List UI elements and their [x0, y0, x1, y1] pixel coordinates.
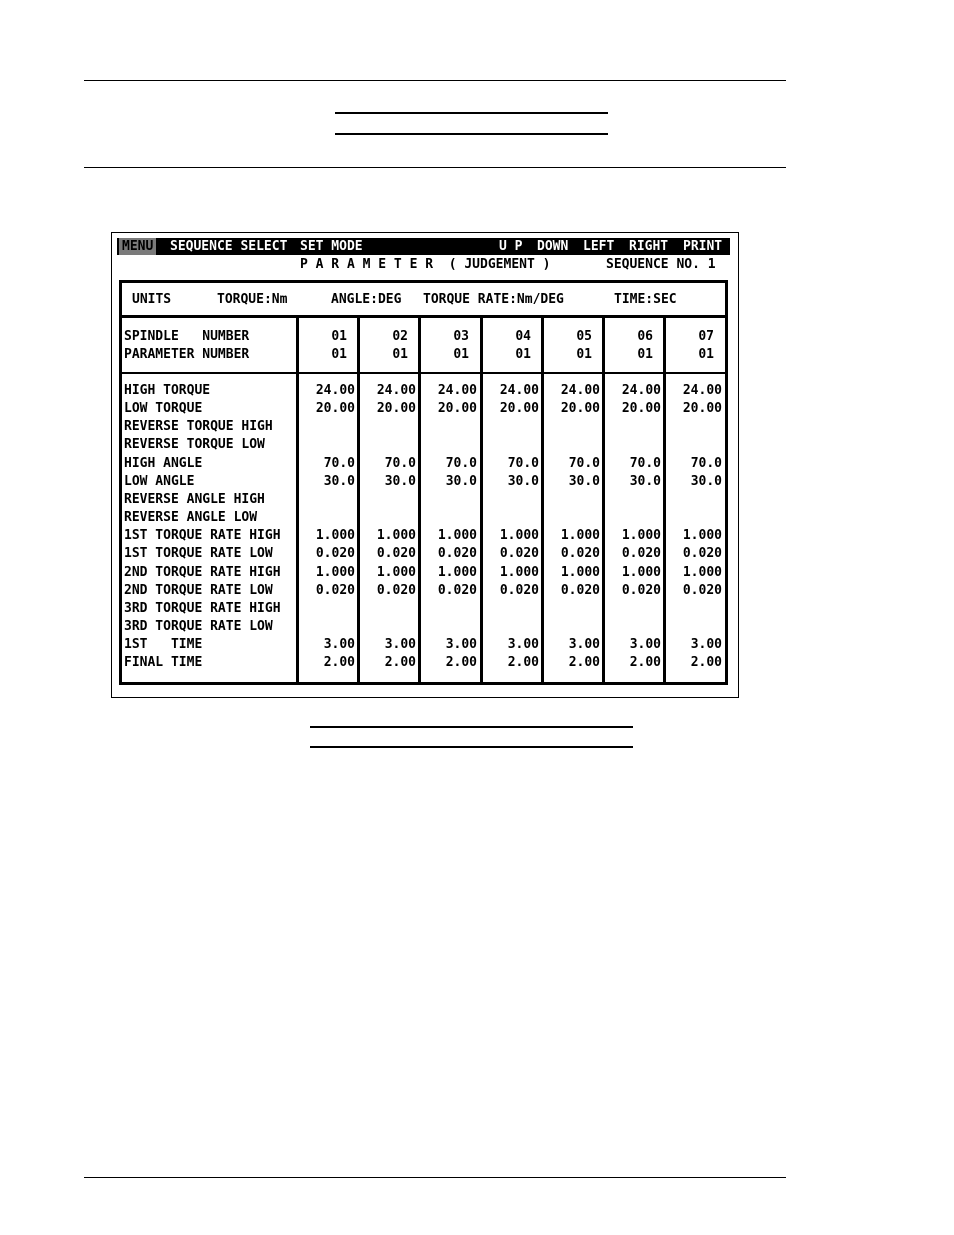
units-torque-rate: TORQUE RATE:Nm/DEG: [423, 292, 564, 307]
value-cell[interactable]: 0.020: [315, 546, 355, 562]
spindle-number-cell: 06: [637, 329, 653, 344]
row-label: REVERSE TORQUE HIGH: [124, 419, 273, 435]
spindle-number-cell: 01: [331, 329, 347, 344]
value-cell[interactable]: 70.0: [568, 455, 600, 471]
value-cell[interactable]: 30.0: [445, 473, 477, 489]
value-cell[interactable]: 0.020: [376, 582, 416, 598]
value-cell[interactable]: 3.00: [384, 637, 416, 653]
units-torque: TORQUE:Nm: [217, 292, 288, 307]
value-cell[interactable]: 70.0: [629, 455, 661, 471]
value-cell[interactable]: 24.00: [560, 383, 600, 398]
spindle-number-cell: 04: [515, 329, 531, 344]
units-divider: [122, 315, 725, 318]
value-cell[interactable]: 0.020: [315, 582, 355, 598]
row-label: 1ST TIME: [124, 637, 203, 653]
row-label: REVERSE ANGLE LOW: [124, 510, 258, 526]
value-cell[interactable]: 3.00: [568, 637, 600, 653]
spindle-number-cell: 07: [698, 329, 714, 344]
screen-title: P A R A M E T E R ( JUDGEMENT ): [300, 257, 551, 272]
value-cell[interactable]: 0.020: [437, 582, 477, 598]
value-cell[interactable]: 1.000: [376, 564, 416, 580]
column-divider: [296, 318, 299, 682]
value-cell[interactable]: 30.0: [507, 473, 539, 489]
value-cell[interactable]: 1.000: [499, 528, 539, 544]
value-cell[interactable]: 70.0: [690, 455, 722, 471]
column-divider: [480, 318, 483, 682]
value-cell[interactable]: 2.00: [323, 655, 355, 671]
row-label: REVERSE ANGLE HIGH: [124, 491, 265, 507]
units-label: UNITS: [132, 292, 172, 307]
value-cell[interactable]: 0.020: [560, 582, 600, 598]
value-cell[interactable]: 2.00: [568, 655, 600, 671]
value-cell[interactable]: 1.000: [437, 528, 477, 544]
value-cell[interactable]: 20.00: [315, 401, 355, 417]
value-cell[interactable]: 24.00: [682, 383, 722, 398]
caption-rule-upper: [310, 726, 633, 728]
value-cell[interactable]: 30.0: [629, 473, 661, 489]
value-cell[interactable]: 0.020: [621, 546, 661, 562]
value-cell[interactable]: 1.000: [315, 564, 355, 580]
parameter-number-cell: 01: [576, 347, 592, 362]
value-cell[interactable]: 3.00: [690, 637, 722, 653]
value-cell[interactable]: 30.0: [323, 473, 355, 489]
caption-rule-lower: [310, 746, 633, 748]
value-cell[interactable]: 3.00: [445, 637, 477, 653]
row-label: REVERSE TORQUE LOW: [124, 437, 265, 453]
spindle-number-cell: 02: [392, 329, 408, 344]
row-label: 2ND TORQUE RATE HIGH: [124, 564, 281, 580]
row-label: 3RD TORQUE RATE HIGH: [124, 600, 281, 616]
value-cell[interactable]: 30.0: [690, 473, 722, 489]
value-cell[interactable]: 3.00: [323, 637, 355, 653]
row-label: 3RD TORQUE RATE LOW: [124, 618, 273, 634]
parameter-number-label: PARAMETER NUMBER: [124, 347, 250, 362]
value-cell[interactable]: 20.00: [499, 401, 539, 417]
row-label: LOW ANGLE: [124, 473, 195, 489]
row-label: LOW TORQUE: [124, 401, 203, 417]
parameter-number-cell: 01: [392, 347, 408, 362]
value-cell[interactable]: 1.000: [621, 564, 661, 580]
column-divider: [663, 318, 666, 682]
value-cell[interactable]: 1.000: [499, 564, 539, 580]
row-label: 2ND TORQUE RATE LOW: [124, 582, 273, 598]
value-cell[interactable]: 24.00: [437, 383, 477, 398]
menu-item-print[interactable]: PRINT: [683, 239, 723, 254]
value-cell[interactable]: 2.00: [384, 655, 416, 671]
value-cell[interactable]: 30.0: [384, 473, 416, 489]
parameter-number-cell: 01: [453, 347, 469, 362]
menu-item-sequence-select[interactable]: SEQUENCE SELECT: [170, 239, 288, 254]
value-cell[interactable]: 0.020: [682, 546, 722, 562]
heading-rule-upper: [335, 112, 608, 114]
value-cell[interactable]: 1.000: [376, 528, 416, 544]
value-cell[interactable]: 2.00: [629, 655, 661, 671]
value-cell[interactable]: 1.000: [682, 528, 722, 544]
spindle-number-cell: 05: [576, 329, 592, 344]
value-cell[interactable]: 1.000: [560, 528, 600, 544]
parameter-number-cell: 01: [637, 347, 653, 362]
value-cell[interactable]: 20.00: [621, 401, 661, 417]
value-cell[interactable]: 24.00: [499, 383, 539, 398]
value-cell[interactable]: 70.0: [323, 455, 355, 471]
row-label: HIGH TORQUE: [124, 383, 211, 398]
units-angle: ANGLE:DEG: [331, 292, 402, 307]
heading-rule-lower: [335, 133, 608, 135]
value-cell[interactable]: 20.00: [376, 401, 416, 417]
value-cell[interactable]: 0.020: [499, 546, 539, 562]
value-cell[interactable]: 3.00: [629, 637, 661, 653]
menu-item-up[interactable]: U P: [499, 239, 523, 254]
value-cell[interactable]: 0.020: [437, 546, 477, 562]
value-cell[interactable]: 1.000: [621, 528, 661, 544]
menu-item-left[interactable]: LEFT: [583, 239, 615, 254]
value-cell[interactable]: 1.000: [315, 528, 355, 544]
menu-bar: [117, 238, 730, 255]
value-cell[interactable]: 70.0: [507, 455, 539, 471]
value-cell[interactable]: 24.00: [376, 383, 416, 398]
menu-item-menu[interactable]: MENU: [119, 238, 156, 255]
menu-item-right[interactable]: RIGHT: [629, 239, 669, 254]
row-label: HIGH ANGLE: [124, 455, 203, 471]
menu-item-down[interactable]: DOWN: [537, 239, 569, 254]
parameter-number-cell: 01: [698, 347, 714, 362]
value-cell[interactable]: 1.000: [682, 564, 722, 580]
units-time: TIME:SEC: [614, 292, 677, 307]
value-cell[interactable]: 20.00: [437, 401, 477, 417]
value-cell[interactable]: 0.020: [621, 582, 661, 598]
value-cell[interactable]: 0.020: [499, 582, 539, 598]
row-label: 1ST TORQUE RATE HIGH: [124, 528, 281, 544]
value-cell[interactable]: 1.000: [560, 564, 600, 580]
column-divider: [357, 318, 360, 682]
value-cell[interactable]: 1.000: [437, 564, 477, 580]
value-cell[interactable]: 3.00: [507, 637, 539, 653]
footer-rule: [84, 1177, 786, 1178]
value-cell[interactable]: 0.020: [682, 582, 722, 598]
value-cell[interactable]: 70.0: [384, 455, 416, 471]
parameter-number-cell: 01: [331, 347, 347, 362]
value-cell[interactable]: 24.00: [315, 383, 355, 398]
value-cell[interactable]: 20.00: [682, 401, 722, 417]
spindle-number-cell: 03: [453, 329, 469, 344]
value-cell[interactable]: 2.00: [690, 655, 722, 671]
column-divider: [602, 318, 605, 682]
value-cell[interactable]: 20.00: [560, 401, 600, 417]
value-cell[interactable]: 24.00: [621, 383, 661, 398]
value-cell[interactable]: 30.0: [568, 473, 600, 489]
value-cell[interactable]: 2.00: [445, 655, 477, 671]
sequence-number: SEQUENCE NO. 1: [606, 257, 716, 272]
header-bottom-rule: [84, 167, 786, 168]
parameter-number-cell: 01: [515, 347, 531, 362]
menu-item-set-mode[interactable]: SET MODE: [300, 239, 363, 254]
value-cell[interactable]: 70.0: [445, 455, 477, 471]
column-divider: [418, 318, 421, 682]
value-cell[interactable]: 0.020: [560, 546, 600, 562]
header-divider: [122, 372, 725, 374]
value-cell[interactable]: 0.020: [376, 546, 416, 562]
row-label: 1ST TORQUE RATE LOW: [124, 546, 273, 562]
row-label: FINAL TIME: [124, 655, 203, 671]
column-divider: [541, 318, 544, 682]
value-cell[interactable]: 2.00: [507, 655, 539, 671]
spindle-number-label: SPINDLE NUMBER: [124, 329, 250, 344]
top-rule: [84, 80, 786, 81]
